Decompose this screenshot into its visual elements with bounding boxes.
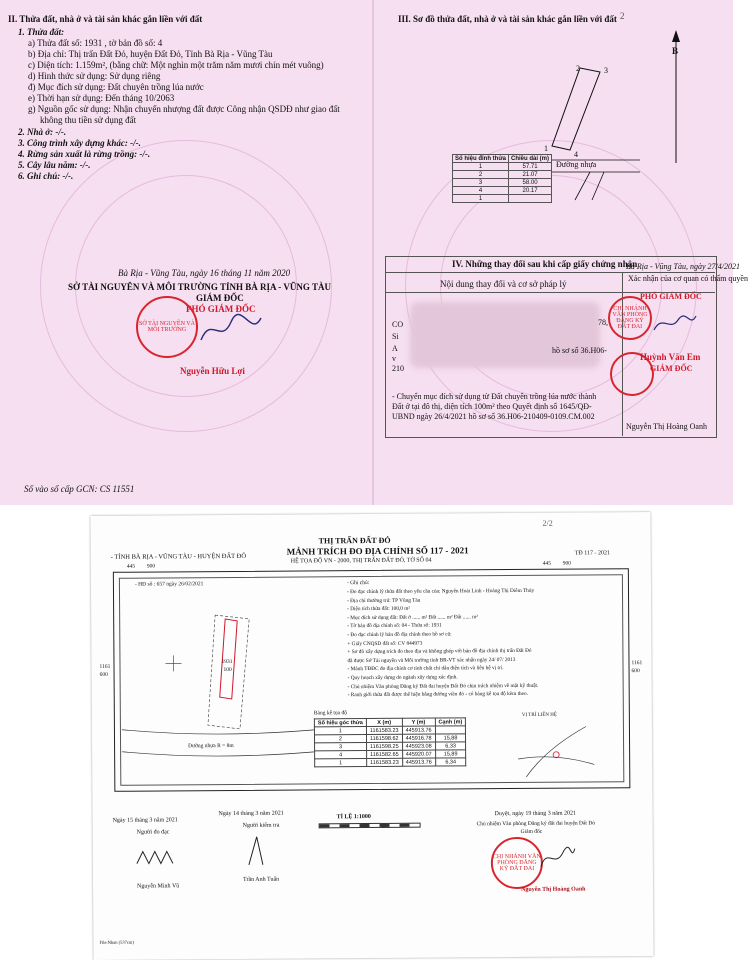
coord-cell: 1161598.25 xyxy=(366,742,402,750)
grid-label: 600 xyxy=(631,668,640,675)
approver-signature xyxy=(537,843,577,873)
grid-label: 900 xyxy=(146,563,156,570)
diagram-heading: III. Sơ đồ thửa đất, nhà ở và tài sản khác gắn liền với đất xyxy=(398,14,617,24)
coord-cell: 445913.76 xyxy=(402,758,435,766)
north-arrow xyxy=(640,28,720,168)
coord-cell: 1161598.62 xyxy=(366,734,402,742)
checker-name: Trần Anh Tuấn xyxy=(242,876,280,883)
coord-cell: 2 xyxy=(314,735,366,743)
parcel-number-label: 1931 xyxy=(221,658,233,666)
fragment-78: 78, xyxy=(598,318,608,327)
table-cell: 58.00 xyxy=(509,179,552,187)
surveyor-signature xyxy=(133,845,183,869)
coord-cell: 445923.08 xyxy=(402,742,435,750)
note-line: + Giấy CNQSD đất số: CV 844973 xyxy=(347,640,423,647)
vertex-label-3: 3 xyxy=(604,66,608,75)
coord-cell: 6,33 xyxy=(435,742,466,750)
table-cell: 3 xyxy=(453,179,509,187)
table-cell: 21.07 xyxy=(509,171,552,179)
fragment-v: v xyxy=(392,354,396,363)
extract-code: TĐ 117 - 2021 xyxy=(574,550,611,557)
note-line: - Đo đạc chỉnh lý bản đồ địa chính theo hồ sơ cũ: xyxy=(347,631,452,639)
change-note-2: Đất ở tại đô thị, diện tích 100m² theo Quyết định số 1645/QĐ- xyxy=(392,402,592,411)
coord-cell: 3 xyxy=(315,743,367,751)
surveyor-name: Nguyễn Minh Vũ xyxy=(137,883,180,890)
deputy-director-title: PHÓ GIÁM ĐỐC xyxy=(186,304,256,314)
fragment-210: 210 xyxy=(392,364,404,373)
coord-header: X (m) xyxy=(366,718,402,726)
fragment-a: A xyxy=(392,344,398,353)
house-item: 2. Nhà ở: -/-. xyxy=(18,127,67,137)
coordinate-table xyxy=(314,717,467,767)
issue-date: Bà Rịa - Vũng Tàu, ngày 16 tháng 11 năm 2020 xyxy=(118,268,291,278)
fragment-co: CO xyxy=(392,320,404,329)
coord-cell: 445916.78 xyxy=(402,734,435,742)
table-cell: 1 xyxy=(453,195,509,203)
note-line: - Mảnh TĐĐC đo địa chính cơ tính chất chỉ dẫn điện tích và liên hệ vị trí. xyxy=(347,665,504,673)
construction-item: 3. Công trình xây dựng khác: -/-. xyxy=(18,138,141,148)
change-note-1: - Chuyển mục đích sử dụng từ Đất chuyên trồng lúa nước thành xyxy=(392,392,597,401)
changes-col-content: Nội dung thay đổi và cơ sở pháp lý xyxy=(440,279,567,289)
town-name: THỊ TRẤN ĐẤT ĐỎ xyxy=(318,535,391,546)
coord-cell: 6,34 xyxy=(435,758,466,766)
grid-label: 900 xyxy=(562,560,572,567)
scale-bar xyxy=(319,823,421,829)
signer2-name: Nguyễn Thị Hoàng Oanh xyxy=(626,422,707,431)
note-line: - Địa chỉ thường trú: TP Vũng Tàu xyxy=(347,597,421,604)
issuing-authority: SỞ TÀI NGUYÊN VÀ MÔI TRƯỜNG TỈNH BÀ RỊA - VŨNG TÀU xyxy=(68,282,331,292)
changes-divider xyxy=(385,272,715,273)
coord-cell: 1 xyxy=(315,759,367,767)
fragment-si: Si xyxy=(392,332,399,341)
location-inset xyxy=(516,718,596,781)
usage-term: e) Thời hạn sử dụng: Đến tháng 10/2063 xyxy=(28,93,175,103)
changes-heading: IV. Những thay đổi sau khi cấp giấy chứng nhận xyxy=(452,259,638,269)
deputy-director-right: PHÓ GIÁM ĐỐC xyxy=(640,292,702,301)
grid-label: 1161 xyxy=(631,660,643,667)
office-stamp-top: CHI NHÁNH VĂN PHÒNG ĐĂNG KÝ ĐẤT ĐAI xyxy=(608,296,652,340)
grid-label: 445 xyxy=(126,563,136,570)
north-label: B xyxy=(672,46,679,56)
coord-cell: 1161583.23 xyxy=(366,726,402,734)
official-stamp: SỞ TÀI NGUYÊN VÀ MÔI TRƯỜNG xyxy=(136,296,198,358)
changes-col-confirm: Xác nhận của cơ quan có thẩm quyền xyxy=(628,274,748,283)
coord-caption: Bảng kê tọa độ xyxy=(313,710,348,717)
redacted-area xyxy=(410,302,600,368)
fragment-record: hồ sơ số 36.H06- xyxy=(552,346,607,355)
approval-stamp: CHI NHÁNH VĂN PHÒNG ĐĂNG KÝ ĐẤT ĐAI xyxy=(491,837,543,889)
usage-form: d) Hình thức sử dụng: Sử dụng riêng xyxy=(28,71,161,81)
coord-cell: 15,88 xyxy=(435,734,466,742)
grid-label: 445 xyxy=(542,560,552,567)
table-cell: 2 xyxy=(453,171,509,179)
coord-cell: 1161583.23 xyxy=(367,758,403,766)
surveyor-role: Người đo đạc xyxy=(136,829,170,836)
note-line: - Ranh giới thửa đất được thể hiện bằng đường viền đỏ - có bảng kê tọa độ kèm theo. xyxy=(347,691,529,699)
road-label: Đường nhựa xyxy=(556,160,597,169)
extract-subtitle: HỆ TỌA ĐỘ VN - 2000, THỊ TRẤN ĐẤT ĐỎ, TỜ SỐ 04 xyxy=(290,557,432,565)
vertex-label-4: 4 xyxy=(574,150,578,159)
map-scale: TỈ LỆ 1:1000 xyxy=(336,814,371,821)
table-cell: 4 xyxy=(453,187,509,195)
table-cell: 57.71 xyxy=(509,163,552,171)
coord-header: Cạnh (m) xyxy=(435,718,466,726)
approver-title: Giám đốc xyxy=(520,828,543,835)
note-line: - Mục đích sử dụng đất: Đất ở ...... m² Đất ...... m² Đất ...... m² xyxy=(347,614,478,621)
page-number: 2/2 xyxy=(542,518,553,528)
usage-origin-2: không thu tiền sử dụng đất xyxy=(40,115,137,125)
parcel-drawing xyxy=(121,578,332,779)
footer-code: File:Nhan (537cm) xyxy=(99,939,134,945)
province-district: - TỈNH BÀ RỊA - VŨNG TÀU - HUYỆN ĐẤT ĐỎ xyxy=(110,552,247,561)
approver-name: Nguyễn Thị Hoàng Oanh xyxy=(521,886,586,893)
change-note-3: UBND ngày 26/4/2021 hồ sơ số 36.H06-210409-0109.CM.002 xyxy=(392,412,595,421)
cadastral-extract-sheet xyxy=(90,512,653,960)
note-line: - Quy hoạch xây dựng do ngành xây dựng xác định. xyxy=(347,674,458,682)
note-line: - Chủ nhiệm Văn phòng Đăng ký Đất đai huyện Đất Đỏ chịu trách nhiệm về mặt kỹ thuật. xyxy=(347,682,539,690)
coord-header: Y (m) xyxy=(402,718,435,726)
survey-date: Ngày 15 tháng 3 năm 2021 xyxy=(112,817,178,824)
vertex-label-1: 1 xyxy=(544,144,548,153)
approver-role: Chủ nhiệm Văn phòng Đăng ký đất đai huyện Đất Đỏ xyxy=(476,820,596,828)
grid-label: 600 xyxy=(99,671,108,678)
checker-signature xyxy=(243,833,273,869)
parcel-number: a) Thửa đất số: 1931 , tờ bản đồ số: 4 xyxy=(28,38,163,48)
survey-notes xyxy=(347,587,538,700)
edge-length-table xyxy=(452,154,552,203)
table-cell: 20.17 xyxy=(509,187,552,195)
signature xyxy=(196,310,266,350)
table-header: Số hiệu đỉnh thửa xyxy=(453,155,509,163)
notes-heading: - Ghi chú: xyxy=(346,580,370,587)
grid-label: 1161 xyxy=(99,663,111,670)
extract-title: MẢNH TRÍCH ĐO ĐỊA CHÍNH SỐ 117 - 2021 xyxy=(286,545,469,557)
coord-cell xyxy=(435,726,466,734)
signer-name: Nguyễn Hữu Lợi xyxy=(180,366,245,376)
signer-name-right: Huỳnh Văn Em xyxy=(640,352,701,362)
forest-item: 4. Rừng sản xuất là rừng trồng: -/-. xyxy=(18,149,151,159)
note-line: đã được Sở Tài nguyên và Môi trường tỉnh BR-VT xác nhận ngày 24/ 07/ 2013 xyxy=(347,656,516,664)
coord-cell: 445913.76 xyxy=(402,726,435,734)
coord-cell: 1161582.65 xyxy=(367,750,403,758)
parcel-area-label: 100 xyxy=(223,666,232,674)
coord-cell: 4 xyxy=(315,751,367,759)
signature-right xyxy=(650,312,700,336)
parcel-heading: 1. Thửa đất: xyxy=(18,27,65,37)
coord-cell: 445920.07 xyxy=(402,750,435,758)
note-line: - Đo đạc chỉnh lý thửa đất theo yêu cầu của: Nguyễn Hoài Linh - Hoàng Thị Diễm Thủy xyxy=(346,587,535,596)
table-cell xyxy=(509,195,552,203)
director-title: GIÁM ĐỐC xyxy=(196,293,244,303)
note-line: - Diện tích thửa đất: 100,0 m² xyxy=(347,605,410,613)
vertex-label-2: 2 xyxy=(576,64,580,73)
page-fold xyxy=(372,0,374,505)
signer-title-right: GIÁM ĐỐC xyxy=(650,364,693,373)
parcel-area: c) Diện tích: 1.159m², (bằng chữ: Một nghìn một trăm năm mươi chín mét vuông) xyxy=(28,60,324,70)
usage-purpose: đ) Mục đích sử dụng: Đất chuyên trồng lúa nước xyxy=(28,82,204,92)
perennial-item: 5. Cây lâu năm: -/-. xyxy=(18,160,91,170)
contract-ref: - HĐ số : 657 ngày 26/02/2021 xyxy=(134,581,204,588)
check-date: Ngày 14 tháng 3 năm 2021 xyxy=(218,810,284,818)
table-header: Chiều dài (m) xyxy=(509,155,552,163)
location-label: VỊ TRÍ LIÊN HỆ xyxy=(521,712,557,718)
sign-date: Bà Rịa - Vũng Tàu, ngày 27/4/2021 xyxy=(626,262,740,271)
approval-date: Duyệt, ngày 19 tháng 3 năm 2021 xyxy=(494,810,577,818)
parcel-address: b) Địa chỉ: Thị trấn Đất Đỏ, huyện Đất Đỏ, Tỉnh Bà Rịa - Vũng Tàu xyxy=(28,49,273,59)
note-line: - Tờ bản đồ địa chính số: 04 - Thửa số: 1931 xyxy=(347,622,442,630)
checker-role: Người kiểm tra xyxy=(242,822,280,829)
table-cell: 1 xyxy=(453,163,509,171)
note-item: 6. Ghi chú: -/-. xyxy=(18,171,74,181)
issue-register-number: Số vào sổ cấp GCN: CS 11551 xyxy=(24,484,135,494)
page-mark: 2 xyxy=(620,11,625,21)
road-name-label: Đường nhựa R = 8m xyxy=(188,742,234,750)
coord-cell: 1 xyxy=(314,727,366,735)
coord-cell: 15,89 xyxy=(435,750,466,758)
section-heading: II. Thửa đất, nhà ở và tài sản khác gắn liền với đất xyxy=(8,14,203,24)
coord-header: Số hiệu góc thửa xyxy=(314,719,366,727)
usage-origin: g) Nguồn gốc sử dụng: Nhận chuyển nhượng đất được Công nhận QSDĐ như giao đất xyxy=(28,104,340,114)
note-line: + Sơ đồ xây dựng trích đo theo địa và không ghép với bản đồ địa chính thị trấn Đất Đỏ xyxy=(347,648,532,656)
